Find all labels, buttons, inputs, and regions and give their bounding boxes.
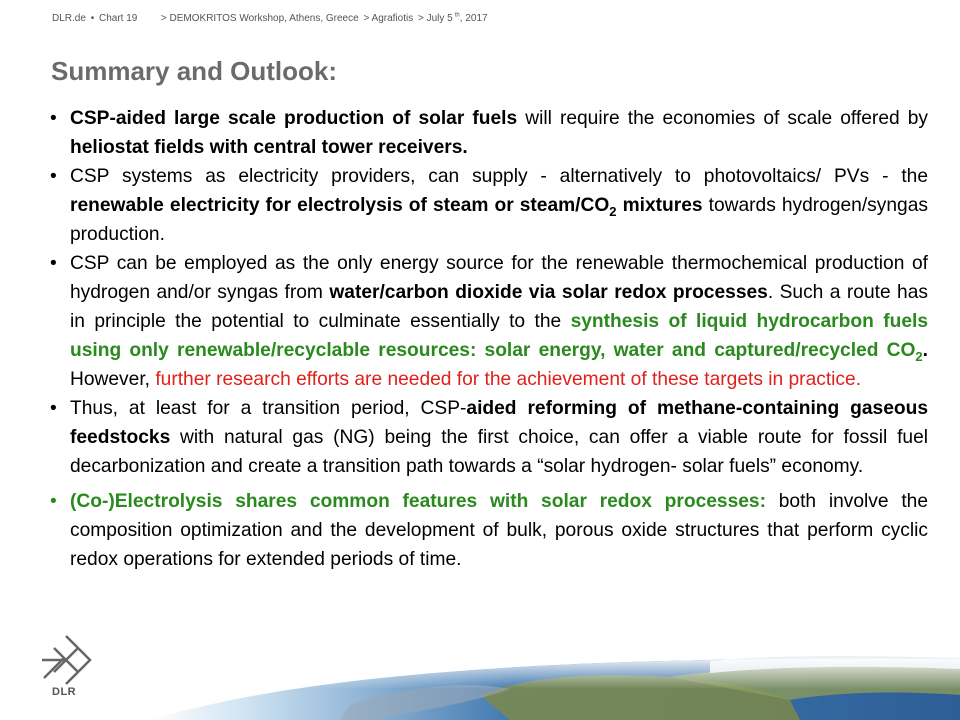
header-event: > DEMOKRITOS Workshop, Athens, Greece [160,13,359,25]
header-chart: Chart 19 [98,13,138,25]
bullet-icon: • [50,253,57,274]
bullet-item: • CSP systems as electricity providers, can supply - alternatively to photovoltaics/ PVs - the renewable electricity for electrolysis of steam or steam/$CO_2$ mixtures towards hydrogen/syngas production. [50,162,928,249]
bullet-icon: • [50,166,57,187]
bullet-icon: • [50,398,57,419]
bullet-item: • CSP-aided large scale production of solar fuels will require the economies of scale offered by heliostat fields with central tower receivers. [50,104,928,162]
header-author: > Agrafiotis [363,13,414,25]
bullet-item: • CSP can be employed as the only energy source for the renewable thermochemical production of hydrogen and/or syngas from water/carbon dioxide via solar redox processes. Such a route has in principle the potential to culminate essentially to the synthesis of liquid hydrocarbon fuels using only renewable/recyclable resources: solar energy, water and captured/recycled $CO_2$. However, further research efforts are needed for the achievement of these targets in practice. [50,249,928,394]
bullet-icon: • [50,108,57,129]
slide-header [52,13,492,24]
slide-title: Summary and Outlook: [51,56,338,86]
header-site: DLR.de [52,13,86,25]
bullet-item: • (Co-)Electrolysis shares common features with solar redox processes: both involve the composition optimization and the development of bulk, porous oxide structures that perform cyclic redox operations for extended periods of time. [50,487,928,574]
earth-image [150,655,960,720]
dlr-logo-text: DLR [52,686,77,698]
dlr-logo-icon [36,630,96,686]
header-date: > July 5 $^{th}$, 2017 [418,13,488,25]
bullet-list [50,104,928,574]
bullet-icon: • [50,491,57,512]
header-separator: • [90,13,95,25]
bullet-item: • Thus, at least for a transition period, CSP-aided reforming of methane-containing gaseous feedstocks with natural gas (NG) being the first choice, can offer a viable route for fossil fuel decarbonization and create a transition path towards a “solar hydrogen- solar fuels” economy. [50,394,928,481]
earth-horizon-icon [150,655,960,720]
